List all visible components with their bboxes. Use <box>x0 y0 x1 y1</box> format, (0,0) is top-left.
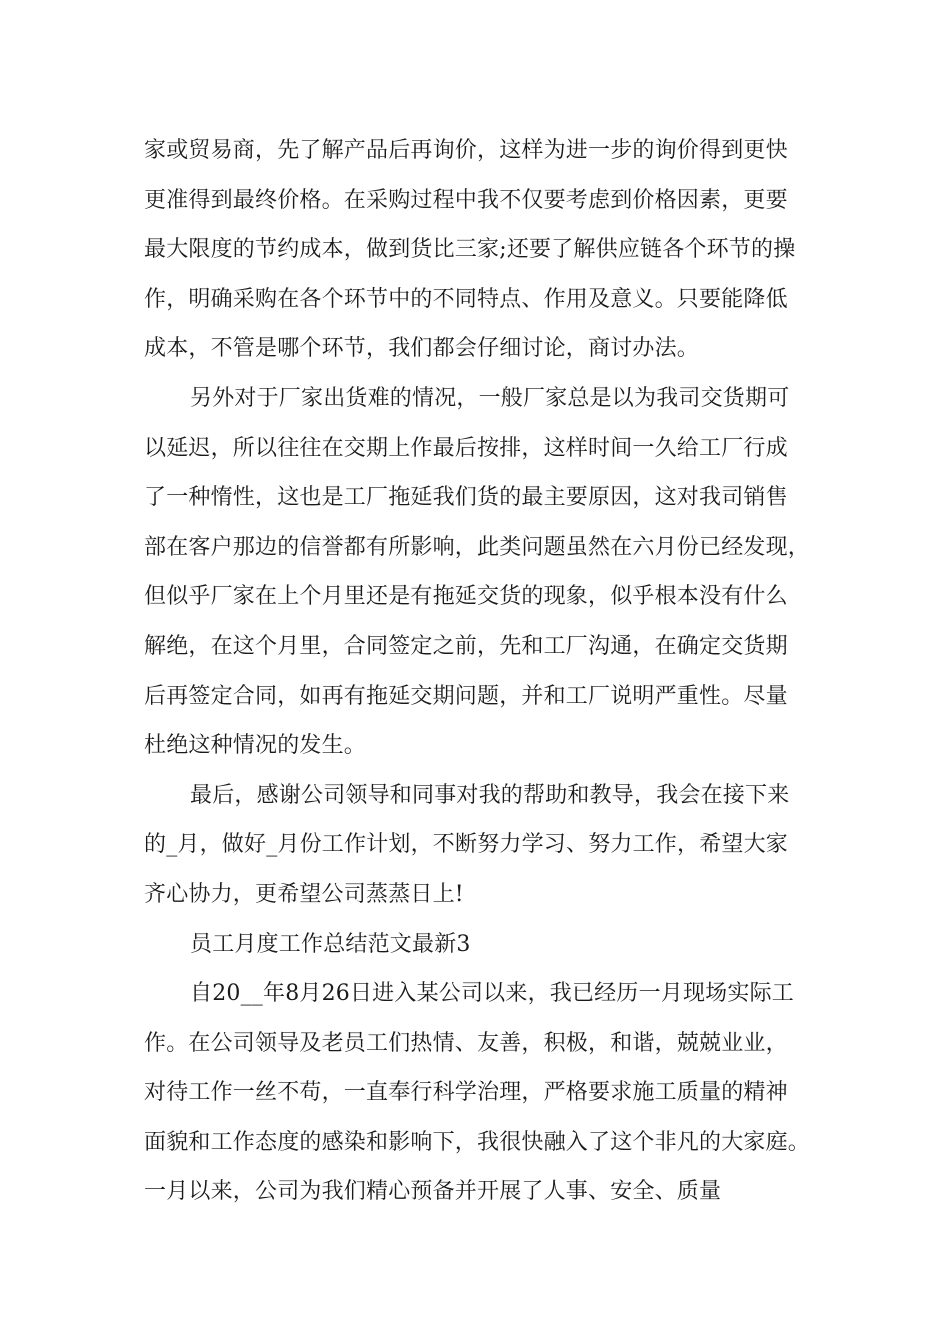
text-line: 但似乎厂家在上个月里还是有拖延交货的现象，似乎根本没有什么 <box>144 584 788 610</box>
text-line: 后再签定合同，如再有拖延交期问题，并和工厂说明严重性。尽量 <box>144 683 788 709</box>
text-line: 解绝，在这个月里，合同签定之前，先和工厂沟通，在确定交货期 <box>144 633 788 659</box>
text-line: 成本，不管是哪个环节，我们都会仔细讨论，商讨办法。 <box>144 336 700 362</box>
text-line: 齐心协力，更希望公司蒸蒸日上! <box>144 881 464 907</box>
paragraph-4 <box>144 969 844 1217</box>
section-heading <box>144 920 844 970</box>
text-line: 自20__年8月26日进入某公司以来，我已经历一月现场实际工 <box>190 981 794 1007</box>
text-line: 了一种惰性，这也是工厂拖延我们货的最主要原因，这对我司销售 <box>144 485 788 511</box>
text-line: 最大限度的节约成本，做到货比三家;还要了解供应链各个环节的操 <box>144 237 796 263</box>
text-line: 作，明确采购在各个环节中的不同特点、作用及意义。只要能降低 <box>144 286 788 312</box>
text-line: 更准得到最终价格。在采购过程中我不仅要考虑到价格因素，更要 <box>144 187 788 213</box>
text-line: 一月以来，公司为我们精心预备并开展了人事、安全、质量 <box>144 1179 722 1205</box>
paragraph-2 <box>144 374 844 771</box>
text-line: 的_月，做好_月份工作计划，不断努力学习、努力工作，希望大家 <box>144 832 789 858</box>
paragraph-3 <box>144 771 844 920</box>
text-line: 家或贸易商，先了解产品后再询价，这样为进一步的询价得到更快 <box>144 138 788 163</box>
section-title: 员工月度工作总结范文最新3 <box>190 931 471 957</box>
text-line: 杜绝这种情况的发生。 <box>144 733 367 759</box>
text-line: 作。在公司领导及老员工们热情、友善，积极，和谐，兢兢业业， <box>144 1030 788 1056</box>
document-body <box>144 126 844 1217</box>
text-line: 以延迟，所以往往在交期上作最后按排，这样时间一久给工厂行成 <box>144 435 788 461</box>
text-line: 面貌和工作态度的感染和影响下，我很快融入了这个非凡的大家庭。 <box>144 1129 811 1155</box>
text-line: 另外对于厂家出货难的情况，一般厂家总是以为我司交货期可 <box>190 385 790 411</box>
text-line: 对待工作一丝不苟，一直奉行科学治理，严格要求施工质量的精神 <box>144 1080 788 1106</box>
paragraph-1 <box>144 126 844 374</box>
text-line: 最后，感谢公司领导和同事对我的帮助和教导，我会在接下来 <box>190 782 790 808</box>
text-line: 部在客户那边的信誉都有所影响，此类问题虽然在六月份已经发现， <box>144 534 811 560</box>
